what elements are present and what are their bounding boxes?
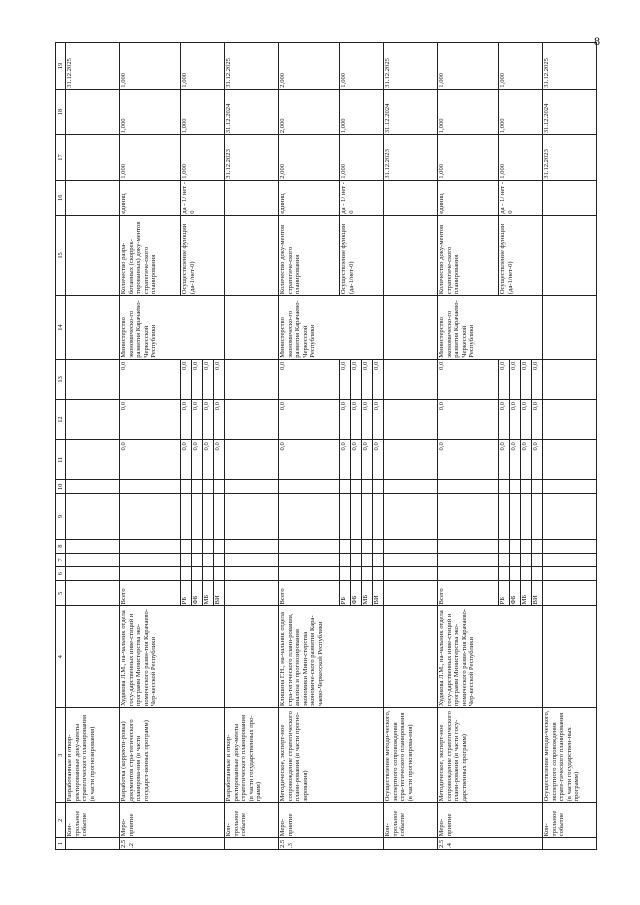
cell-empty <box>384 606 438 708</box>
cell-value-13: 0,0 <box>438 359 499 399</box>
cell-empty <box>192 494 203 540</box>
cell-empty <box>279 553 340 567</box>
cell-empty <box>543 296 597 360</box>
cell-date-2024: 31.12.2024 <box>543 89 597 135</box>
cell-empty <box>499 480 510 494</box>
cell-empty <box>510 539 521 553</box>
header-col-11: 11 <box>56 440 66 480</box>
cell-empty <box>203 539 214 553</box>
header-col-12: 12 <box>56 399 66 439</box>
cell-empty <box>373 567 384 581</box>
cell-source: МБ <box>362 581 373 606</box>
cell-number <box>543 838 597 850</box>
cell-value-2024: 1,000 <box>340 89 384 135</box>
cell-empty <box>340 553 351 567</box>
cell-value-11: 0,0 <box>120 440 181 480</box>
cell-source: Всего <box>120 581 181 606</box>
header-col-2: 2 <box>56 803 66 838</box>
cell-unit-1: единиц <box>438 180 499 215</box>
cell-empty <box>351 539 362 553</box>
cell-measure-name: Разработка (корректи-ровка) документов стра-тегического планирова-ния (в части государст-венных программ) <box>120 708 225 803</box>
cell-empty <box>438 494 499 540</box>
cell-empty <box>543 494 597 540</box>
cell-empty <box>181 553 192 567</box>
cell-empty <box>214 494 225 540</box>
header-col-4: 4 <box>56 606 66 708</box>
cell-empty <box>203 553 214 567</box>
cell-empty <box>543 215 597 295</box>
cell-event-name: Разработанные и откор-ректированные доку-менты стратегического планирования (в части государственных про-грамм) <box>225 708 279 803</box>
cell-indicator-1: Количество разра-ботанных (скоррек-тированных) доку-ментов стратегиче-ского планирования <box>120 215 181 295</box>
header-col-18: 18 <box>56 89 66 135</box>
cell-unit-1: единиц <box>120 180 181 215</box>
cell-empty <box>384 215 438 295</box>
page-number: 8 <box>594 34 600 48</box>
cell-type: Меро-приятие <box>438 803 543 838</box>
cell-responsible: Худякова Л.М., на-чальник отдела госу-дарственных инве-стиций и программ Министерства эко-номического разви-тия Карачаево-Чер-кесской Республики <box>120 606 225 708</box>
cell-date-2025: 31.12.2025 <box>66 43 120 90</box>
cell-empty <box>510 480 521 494</box>
cell-value-12: 0,0 <box>181 399 192 439</box>
cell-source: РБ <box>340 581 351 606</box>
cell-empty <box>543 399 597 439</box>
cell-number <box>384 838 438 850</box>
cell-value-2025: 2,000 <box>279 43 340 90</box>
cell-empty <box>521 539 532 553</box>
header-col-10: 10 <box>56 480 66 494</box>
cell-empty <box>510 567 521 581</box>
cell-empty <box>499 539 510 553</box>
cell-type: Меро-приятие <box>120 803 225 838</box>
cell-value-12: 0,0 <box>214 399 225 439</box>
cell-date-2025: 31.12.2025 <box>543 43 597 90</box>
cell-empty <box>66 480 120 494</box>
cell-value-13: 0,0 <box>510 359 521 399</box>
cell-empty <box>384 180 438 215</box>
cell-measure-name: Методическое, эксперт-ное сопровождение стратегического плани-рования (в части госу-дарственных программ) <box>438 708 543 803</box>
table-body <box>56 43 597 850</box>
cell-value-2025: 1,000 <box>181 43 225 90</box>
cell-empty <box>214 480 225 494</box>
cell-empty <box>362 553 373 567</box>
cell-source: Всего <box>438 581 499 606</box>
cell-empty <box>66 296 120 360</box>
control-event-row <box>384 43 438 850</box>
cell-source: ФБ <box>351 581 362 606</box>
cell-value-13: 0,0 <box>279 359 340 399</box>
cell-empty <box>279 567 340 581</box>
cell-empty <box>543 606 597 708</box>
header-col-9: 9 <box>56 494 66 540</box>
cell-value-11: 0,0 <box>214 440 225 480</box>
cell-empty <box>66 494 120 540</box>
cell-empty <box>543 440 597 480</box>
cell-indicator-2: Осуществление функции (да-1/нет-0) <box>181 215 225 295</box>
cell-value-2024: 1,000 <box>499 89 543 135</box>
cell-date-2023: 31.12.2023 <box>225 135 279 181</box>
header-col-1: 1 <box>56 838 66 850</box>
implementation-plan-table <box>55 42 597 850</box>
cell-empty <box>351 567 362 581</box>
cell-unit-2: да - 1/ нет - 0 <box>181 180 225 215</box>
cell-value-11: 0,0 <box>203 440 214 480</box>
cell-empty <box>66 567 120 581</box>
cell-empty <box>362 567 373 581</box>
cell-source: МБ <box>521 581 532 606</box>
cell-type: Меро-приятие <box>279 803 384 838</box>
cell-empty <box>181 494 192 540</box>
cell-indicator-2: Осуществление функции (да-1/нет-0) <box>340 215 384 295</box>
cell-empty <box>214 539 225 553</box>
cell-empty <box>543 581 597 606</box>
header-col-8: 8 <box>56 539 66 553</box>
cell-value-2023: 1,000 <box>438 135 499 181</box>
cell-empty <box>543 567 597 581</box>
cell-empty <box>225 215 279 295</box>
cell-empty <box>225 296 279 360</box>
cell-empty <box>203 494 214 540</box>
cell-value-2025: 1,000 <box>120 43 181 90</box>
cell-value-11: 0,0 <box>279 440 340 480</box>
cell-empty <box>543 180 597 215</box>
cell-value-12: 0,0 <box>510 399 521 439</box>
cell-value-13: 0,0 <box>499 359 510 399</box>
cell-value-12: 0,0 <box>340 399 351 439</box>
cell-responsible: Клишина Г.Н., на-чальник отдела стра-тегического плани-рования, анализа и прогнозирования экономики Мини-стерства экономиче-ского развития Кара-чаево-Черкесской Республики <box>279 606 384 708</box>
cell-date-2024 <box>66 89 120 135</box>
cell-type: Кон-трольное событие <box>66 803 120 838</box>
cell-empty <box>225 399 279 439</box>
cell-value-2025: 1,000 <box>340 43 384 90</box>
control-event-row <box>225 43 279 850</box>
header-col-5: 5 <box>56 581 66 606</box>
cell-empty <box>362 539 373 553</box>
cell-empty <box>181 567 192 581</box>
cell-value-13: 0,0 <box>214 359 225 399</box>
cell-source: ВИ <box>373 581 384 606</box>
cell-event-name: Осуществление методи-ческого, экспертного сопровождения стра-тегического планирования (в части прогнозирова-ния) <box>384 708 438 803</box>
control-event-row <box>66 43 120 850</box>
cell-value-13: 0,0 <box>181 359 192 399</box>
cell-empty <box>543 553 597 567</box>
cell-value-13: 0,0 <box>532 359 543 399</box>
cell-value-11: 0,0 <box>521 440 532 480</box>
cell-date-2025: 31.12.2025 <box>384 43 438 90</box>
cell-empty <box>225 606 279 708</box>
cell-empty <box>532 480 543 494</box>
cell-value-12: 0,0 <box>351 399 362 439</box>
cell-date-2024: 31.12.2024 <box>384 89 438 135</box>
rotated-table-frame <box>55 42 581 850</box>
cell-empty <box>225 359 279 399</box>
cell-value-12: 0,0 <box>521 399 532 439</box>
cell-empty <box>192 567 203 581</box>
cell-value-12: 0,0 <box>499 399 510 439</box>
header-row <box>56 43 66 850</box>
cell-date-2024: 31.12.2024 <box>225 89 279 135</box>
cell-empty <box>521 480 532 494</box>
cell-empty <box>279 480 340 494</box>
cell-executor: Министерство экономическо-го развития Карачаево-Черкесской Республики <box>438 296 543 360</box>
cell-empty <box>499 553 510 567</box>
cell-empty <box>340 539 351 553</box>
cell-source: МБ <box>203 581 214 606</box>
cell-empty <box>521 494 532 540</box>
cell-empty <box>384 494 438 540</box>
cell-number <box>66 838 120 850</box>
cell-empty <box>362 494 373 540</box>
cell-value-2024: 1,000 <box>438 89 499 135</box>
cell-empty <box>351 553 362 567</box>
cell-empty <box>120 494 181 540</box>
cell-empty <box>373 553 384 567</box>
cell-empty <box>384 359 438 399</box>
header-col-14: 14 <box>56 296 66 360</box>
cell-empty <box>225 539 279 553</box>
header-col-3: 3 <box>56 708 66 803</box>
cell-empty <box>384 539 438 553</box>
cell-empty <box>225 567 279 581</box>
measure-row <box>279 43 340 850</box>
cell-unit-2: да - 1/ нет - 0 <box>340 180 384 215</box>
header-col-17: 17 <box>56 135 66 181</box>
cell-value-12: 0,0 <box>120 399 181 439</box>
cell-value-2024: 1,000 <box>181 89 225 135</box>
cell-value-12: 0,0 <box>192 399 203 439</box>
cell-empty <box>510 553 521 567</box>
cell-empty <box>543 480 597 494</box>
cell-executor: Министерство экономическо-го развития Карачаево-Черкесской Республики <box>279 296 384 360</box>
cell-value-13: 0,0 <box>351 359 362 399</box>
cell-empty <box>351 480 362 494</box>
cell-empty <box>438 480 499 494</box>
header-col-13: 13 <box>56 359 66 399</box>
cell-empty <box>66 440 120 480</box>
cell-value-2023: 1,000 <box>120 135 181 181</box>
cell-source: ВИ <box>214 581 225 606</box>
cell-empty <box>373 539 384 553</box>
table-rotation-wrapper <box>55 42 581 850</box>
cell-empty <box>340 494 351 540</box>
cell-date-2023: 31.12.2023 <box>543 135 597 181</box>
cell-value-12: 0,0 <box>532 399 543 439</box>
cell-date-2023 <box>66 135 120 181</box>
cell-empty <box>438 539 499 553</box>
header-col-16: 16 <box>56 180 66 215</box>
cell-empty <box>192 480 203 494</box>
cell-measure-name: Методическое, эксперт-ное сопровождение стратегического плани-рования (в части прогно-зирования) <box>279 708 384 803</box>
cell-value-12: 0,0 <box>279 399 340 439</box>
cell-empty <box>438 567 499 581</box>
cell-value-13: 0,0 <box>521 359 532 399</box>
cell-value-13: 0,0 <box>340 359 351 399</box>
cell-source: РБ <box>499 581 510 606</box>
cell-value-2025: 1,000 <box>499 43 543 90</box>
cell-empty <box>438 553 499 567</box>
cell-empty <box>225 180 279 215</box>
cell-value-13: 0,0 <box>203 359 214 399</box>
cell-empty <box>192 539 203 553</box>
cell-empty <box>66 215 120 295</box>
header-col-6: 6 <box>56 567 66 581</box>
cell-empty <box>203 480 214 494</box>
cell-empty <box>120 553 181 567</box>
cell-empty <box>362 480 373 494</box>
cell-responsible: Худякова Л.М., на-чальник отдела госу-дарственных инве-стиций и программ Министерства эко-номического разви-тия Карачаево-Чер-кесской Республики <box>438 606 543 708</box>
cell-number: 2.5.4 <box>438 838 543 850</box>
cell-value-11: 0,0 <box>362 440 373 480</box>
cell-value-11: 0,0 <box>351 440 362 480</box>
cell-number: 2.5.3 <box>279 838 384 850</box>
cell-value-2025: 1,000 <box>438 43 499 90</box>
header-col-7: 7 <box>56 553 66 567</box>
cell-executor: Министерство экономическо-го развития Карачаево-Черкесской Республики <box>120 296 225 360</box>
cell-value-2023: 2,000 <box>279 135 340 181</box>
cell-source: ФБ <box>192 581 203 606</box>
cell-empty <box>384 581 438 606</box>
cell-indicator-2: Осуществление функции (да-1/нет-0) <box>499 215 543 295</box>
cell-value-2023: 1,000 <box>181 135 225 181</box>
cell-empty <box>192 553 203 567</box>
cell-empty <box>66 581 120 606</box>
cell-empty <box>510 494 521 540</box>
cell-value-11: 0,0 <box>181 440 192 480</box>
cell-empty <box>384 440 438 480</box>
cell-source: ФБ <box>510 581 521 606</box>
cell-value-13: 0,0 <box>192 359 203 399</box>
cell-empty <box>66 553 120 567</box>
cell-value-13: 0,0 <box>362 359 373 399</box>
cell-empty <box>203 567 214 581</box>
cell-value-2024: 1,000 <box>120 89 181 135</box>
cell-empty <box>225 581 279 606</box>
cell-empty <box>225 480 279 494</box>
cell-empty <box>384 567 438 581</box>
cell-unit-2: да - 1/ нет - 0 <box>499 180 543 215</box>
cell-empty <box>214 553 225 567</box>
cell-empty <box>120 539 181 553</box>
cell-date-2023: 31.12.2023 <box>384 135 438 181</box>
cell-empty <box>225 553 279 567</box>
cell-empty <box>66 359 120 399</box>
cell-event-name: Разработанные и откор-ректированные доку-менты стратегического планирования (в части прогнозирования) <box>66 708 120 803</box>
cell-empty <box>532 567 543 581</box>
cell-empty <box>225 494 279 540</box>
cell-empty <box>181 539 192 553</box>
cell-empty <box>532 494 543 540</box>
cell-type: Кон-трольное событие <box>384 803 438 838</box>
cell-type: Кон-трольное событие <box>225 803 279 838</box>
cell-value-11: 0,0 <box>438 440 499 480</box>
measure-row <box>120 43 181 850</box>
cell-empty <box>181 480 192 494</box>
cell-type: Кон-трольное событие <box>543 803 597 838</box>
cell-empty <box>340 567 351 581</box>
header-col-15: 15 <box>56 215 66 295</box>
cell-unit-1: единиц <box>279 180 340 215</box>
cell-empty <box>373 480 384 494</box>
cell-value-12: 0,0 <box>362 399 373 439</box>
cell-value-13: 0,0 <box>373 359 384 399</box>
cell-indicator-1: Количество доку-ментов стратегиче-ского планирования <box>438 215 499 295</box>
cell-value-11: 0,0 <box>373 440 384 480</box>
cell-value-2023: 1,000 <box>340 135 384 181</box>
cell-number <box>225 838 279 850</box>
cell-empty <box>120 480 181 494</box>
control-event-row <box>543 43 597 850</box>
cell-value-11: 0,0 <box>510 440 521 480</box>
cell-empty <box>532 553 543 567</box>
cell-value-13: 0,0 <box>120 359 181 399</box>
cell-indicator-1: Количество доку-ментов стратегиче-ского планирования <box>279 215 340 295</box>
cell-value-11: 0,0 <box>532 440 543 480</box>
cell-empty <box>543 539 597 553</box>
cell-empty <box>521 553 532 567</box>
cell-empty <box>66 606 120 708</box>
cell-value-11: 0,0 <box>340 440 351 480</box>
cell-source: РБ <box>181 581 192 606</box>
cell-empty <box>225 440 279 480</box>
cell-empty <box>384 553 438 567</box>
cell-value-12: 0,0 <box>438 399 499 439</box>
cell-empty <box>373 494 384 540</box>
cell-number: 2.5.2 <box>120 838 225 850</box>
cell-value-12: 0,0 <box>373 399 384 439</box>
cell-empty <box>351 494 362 540</box>
cell-empty <box>279 539 340 553</box>
cell-empty <box>499 567 510 581</box>
cell-value-2024: 2,000 <box>279 89 340 135</box>
measure-row <box>438 43 499 850</box>
cell-empty <box>384 296 438 360</box>
cell-value-2023: 1,000 <box>499 135 543 181</box>
cell-empty <box>499 494 510 540</box>
cell-empty <box>214 567 225 581</box>
header-col-19: 19 <box>56 43 66 90</box>
cell-source: ВИ <box>532 581 543 606</box>
cell-value-11: 0,0 <box>499 440 510 480</box>
cell-date-2025: 31.12.2025 <box>225 43 279 90</box>
cell-event-name: Осуществление методи-ческого, экспертного сопровождения страте-гического планирования (в части государствен-ных программ) <box>543 708 597 803</box>
cell-empty <box>279 494 340 540</box>
cell-empty <box>384 480 438 494</box>
cell-empty <box>120 567 181 581</box>
cell-source: Всего <box>279 581 340 606</box>
cell-empty <box>340 480 351 494</box>
cell-empty <box>532 539 543 553</box>
cell-empty <box>66 399 120 439</box>
cell-value-12: 0,0 <box>203 399 214 439</box>
cell-empty <box>66 539 120 553</box>
cell-value-11: 0,0 <box>192 440 203 480</box>
cell-empty <box>66 180 120 215</box>
cell-empty <box>521 567 532 581</box>
cell-empty <box>384 399 438 439</box>
cell-empty <box>543 359 597 399</box>
